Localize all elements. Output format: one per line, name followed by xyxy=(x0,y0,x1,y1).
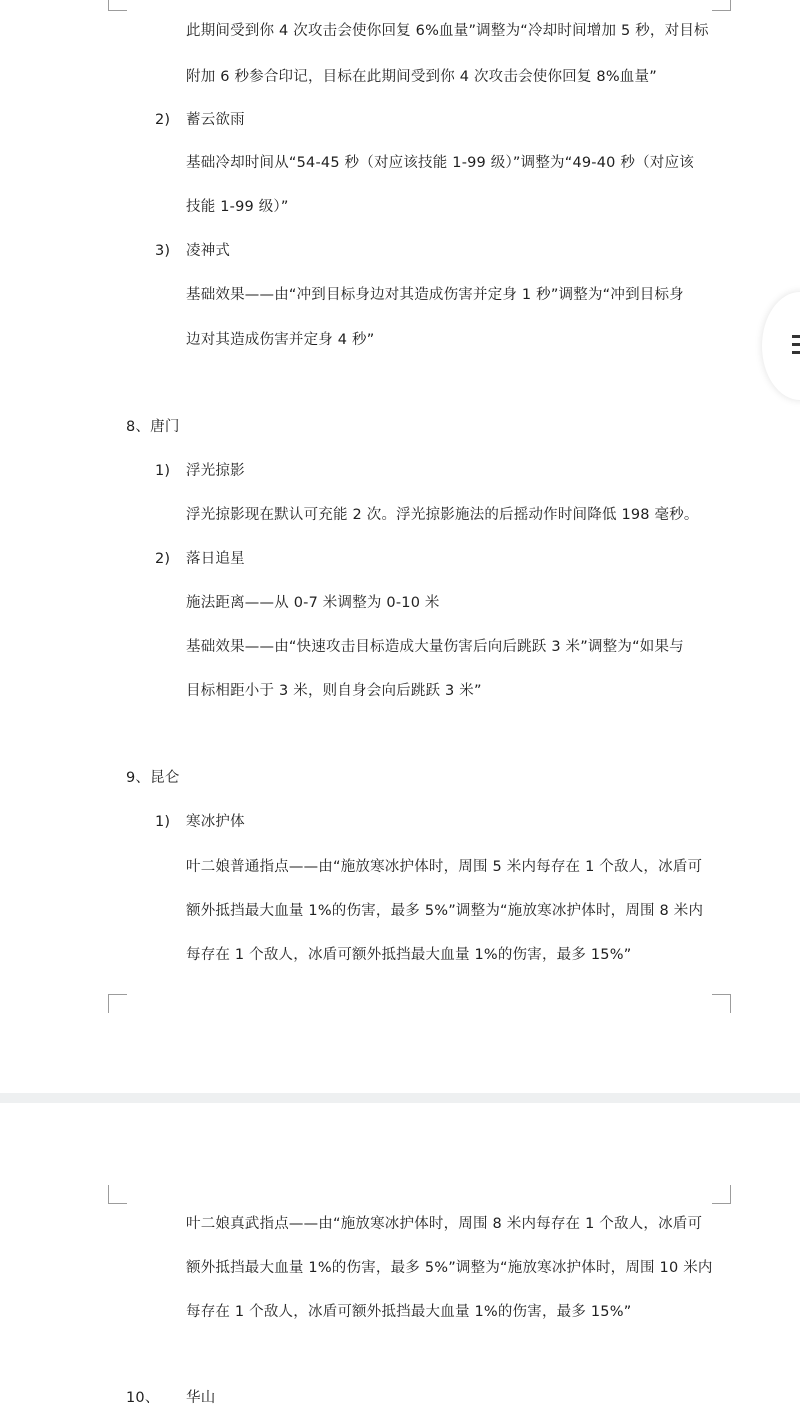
list-number: 1) xyxy=(155,814,171,830)
paragraph-line: 浮光掠影现在默认可充能 2 次。浮光掠影施法的后摇动作时间降低 198 毫秒。 xyxy=(186,507,699,523)
list-number: 2) xyxy=(155,551,171,567)
section-heading: 9、昆仑 xyxy=(126,770,180,786)
page-corner-mark xyxy=(712,0,731,11)
paragraph-line: 基础效果——由“快速攻击目标造成大量伤害后向后跳跃 3 米”调整为“如果与 xyxy=(186,639,684,655)
page-corner-mark xyxy=(712,1185,731,1204)
paragraph-line: 目标相距小于 3 米，则自身会向后跳跃 3 米” xyxy=(186,683,482,699)
paragraph-line: 每存在 1 个敌人，冰盾可额外抵挡最大血量 1%的伤害，最多 15%” xyxy=(186,947,632,963)
paragraph-line: 边对其造成伤害并定身 4 秒” xyxy=(186,332,375,348)
list-number: 2) xyxy=(155,112,171,128)
list-item-title: 寒冰护体 xyxy=(186,814,245,830)
paragraph-line: 基础冷却时间从“54-45 秒（对应该技能 1-99 级）”调整为“49-40 秒（对应该 xyxy=(186,155,694,171)
paragraph-line: 施法距离——从 0-7 米调整为 0-10 米 xyxy=(186,595,440,611)
paragraph-line: 额外抵挡最大血量 1%的伤害，最多 5%”调整为“施放寒冰护体时，周围 10 米内 xyxy=(186,1260,713,1276)
page-corner-mark xyxy=(108,0,127,11)
paragraph-line: 基础效果——由“冲到目标身边对其造成伤害并定身 1 秒”调整为“冲到目标身 xyxy=(186,287,684,303)
paragraph-line: 额外抵挡最大血量 1%的伤害，最多 5%”调整为“施放寒冰护体时，周围 8 米内 xyxy=(186,903,704,919)
section-heading: 华山 xyxy=(186,1390,216,1406)
section-number: 10、 xyxy=(126,1390,160,1406)
paragraph-line: 附加 6 秒参合印记，目标在此期间受到你 4 次攻击会使你回复 8%血量” xyxy=(186,69,657,85)
list-number: 1) xyxy=(155,463,171,479)
list-item-title: 蓄云欲雨 xyxy=(186,112,245,128)
paragraph-line: 叶二娘真武指点——由“施放寒冰护体时，周围 8 米内每存在 1 个敌人，冰盾可 xyxy=(186,1216,703,1232)
paragraph-line: 每存在 1 个敌人，冰盾可额外抵挡最大血量 1%的伤害，最多 15%” xyxy=(186,1304,632,1320)
section-heading: 8、唐门 xyxy=(126,419,180,435)
paragraph-line: 技能 1-99 级）” xyxy=(186,199,289,215)
list-item-title: 浮光掠影 xyxy=(186,463,245,479)
paragraph-line: 叶二娘普通指点——由“施放寒冰护体时，周围 5 米内每存在 1 个敌人，冰盾可 xyxy=(186,859,703,875)
page-corner-mark xyxy=(108,1185,127,1204)
list-item-title: 落日追星 xyxy=(186,551,245,567)
page-corner-mark xyxy=(712,994,731,1013)
list-item-title: 凌神式 xyxy=(186,243,231,259)
document-page-2 xyxy=(0,1103,800,1422)
paragraph-line: 此期间受到你 4 次攻击会使你回复 6%血量”调整为“冷却时间增加 5 秒，对目标 xyxy=(186,23,709,39)
page-corner-mark xyxy=(108,994,127,1013)
list-number: 3) xyxy=(155,243,171,259)
